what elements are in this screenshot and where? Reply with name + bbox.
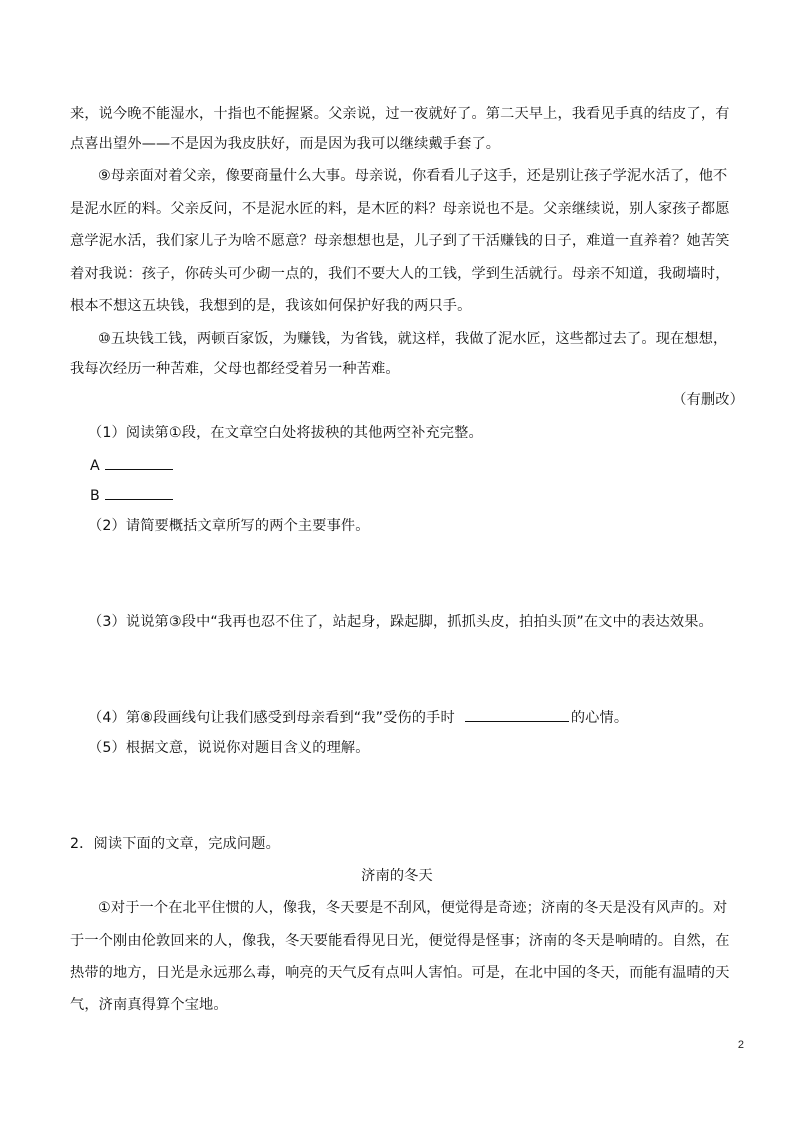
paragraph-9-line: 是泥水匠的料。父亲反问，不是泥水匠的料，是木匠的料？母亲说也不是。父亲继续说，别人家孩子都愿 (70, 201, 730, 217)
question-4-blank[interactable] (465, 707, 569, 722)
article-paragraph-line: 气，济南真得算个宝地。 (70, 997, 228, 1013)
article-paragraph-line: ①对于一个在北平住惯的人，像我，冬天要是不刮风，便觉得是奇迹；济南的冬天是没有风声的。对 (98, 900, 728, 916)
question-1: （1）阅读第①段，在文章空白处将拔秧的其他两空补充完整。 (88, 425, 483, 441)
paragraph-9-line: 着对我说：孩子，你砖头可少砌一点的，我们不要大人的工钱，学到生活就行。母亲不知道，我砌墙时， (70, 266, 730, 282)
answer-b-label: B (90, 488, 100, 504)
question-2: （2）请简要概括文章所写的两个主要事件。 (88, 518, 370, 534)
question-4-prefix: （4）第⑧段画线句让我们感受到母亲看到“我”受伤的手时 (88, 710, 455, 726)
question-3: （3）说说第③段中“我再也忍不住了，站起身，跺起脚，抓抓头皮，拍拍头顶”在文中的表达效果。 (88, 614, 713, 630)
article-paragraph-line: 于一个刚由伦敦回来的人，像我，冬天要能看得见日光，便觉得是怪事；济南的冬天是响晴的。自然，在 (70, 933, 730, 949)
answer-b-row (90, 485, 173, 506)
question-5: （5）根据文意，说说你对题目含义的理解。 (88, 740, 370, 756)
paragraph-10-line: ⑩五块钱工钱，两顿百家饭，为赚钱，为省钱，就这样，我做了泥水匠，这些都过去了。现在想想， (98, 331, 728, 347)
paragraph-10-line: 我每次经历一种苦难，父母也都经受着另一种苦难。 (70, 361, 400, 377)
question-4 (88, 707, 628, 728)
answer-b-blank[interactable] (105, 485, 173, 500)
answer-a-blank[interactable] (105, 455, 173, 470)
paragraph-line: 来，说今晚不能湿水，十指也不能握紧。父亲说，过一夜就好了。第二天早上，我看见手真的结皮了，有 (70, 106, 730, 122)
question-4-suffix: 的心情。 (570, 710, 629, 726)
page-number: 2 (737, 1039, 744, 1051)
paragraph-line: 点喜出望外——不是因为我皮肤好，而是因为我可以继续戴手套了。 (70, 136, 501, 152)
answer-a-row (90, 455, 173, 476)
article-paragraph-line: 热带的地方，日光是永远那么毒，响亮的天气反有点叫人害怕。可是，在北中国的冬天，而能有温晴的天 (70, 965, 730, 981)
article-title: 济南的冬天 (361, 868, 433, 884)
answer-a-label: A (90, 458, 100, 474)
paragraph-9-line: ⑨母亲面对着父亲，像要商量什么大事。母亲说，你看看儿子这手，还是别让孩子学泥水活了，他不 (98, 168, 728, 184)
paragraph-9-line: 根本不想这五块钱，我想到的是，我该如何保护好我的两只手。 (70, 298, 472, 314)
source-note: （有删改） (672, 392, 744, 408)
section-2-instruction: 2．阅读下面的文章，完成问题。 (70, 836, 280, 852)
paragraph-9-line: 意学泥水活，我们家儿子为啥不愿意？母亲想想也是，儿子到了干活赚钱的日子，难道一直养着？她苦笑 (70, 233, 730, 249)
